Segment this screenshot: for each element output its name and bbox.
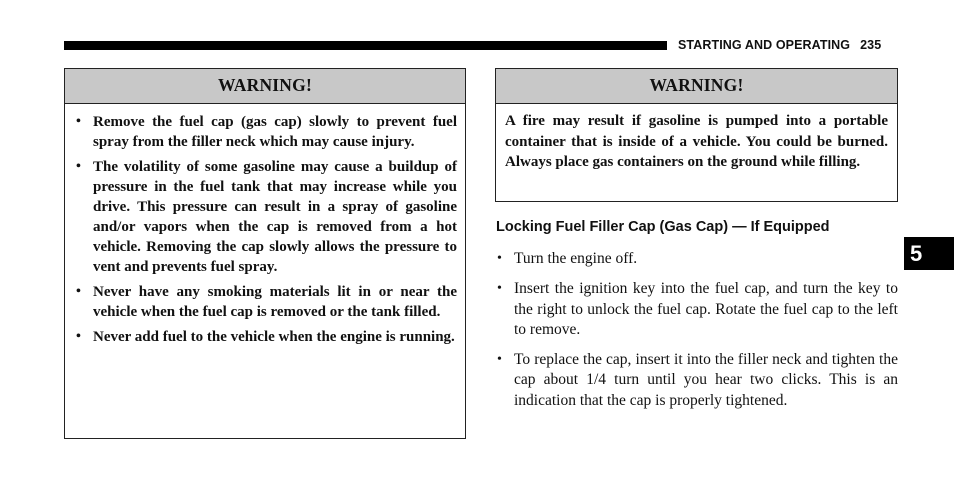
- warning-heading: WARNING!: [65, 69, 465, 104]
- warning-text: A fire may result if gasoline is pumped into a portable container that is inside of a vehicle. You could be burned. Always place gas containers on the ground while filling.: [505, 113, 888, 170]
- right-warning-box: [495, 68, 898, 202]
- warning-item: • Remove the fuel cap (gas cap) slowly to prevent fuel spray from the filler neck which may cause injury.: [75, 112, 457, 152]
- instruction-item: • Insert the ignition key into the fuel cap, and turn the key to the right to unlock the fuel cap. Rotate the fuel cap to the left to remove.: [496, 279, 898, 340]
- chapter-tab: 5: [904, 237, 954, 270]
- instruction-item: • Turn the engine off.: [496, 249, 898, 269]
- section-heading: Locking Fuel Filler Cap (Gas Cap) — If Equipped: [496, 219, 830, 235]
- warning-heading: WARNING!: [496, 69, 897, 104]
- header-section-title: STARTING AND OPERATING: [678, 38, 851, 52]
- left-warning-box: [64, 68, 466, 439]
- header-rule: [64, 41, 667, 50]
- warning-item: • Never add fuel to the vehicle when the engine is running.: [75, 327, 457, 347]
- warning-item: • Never have any smoking materials lit in or near the vehicle when the fuel cap is removed or the tank filled.: [75, 282, 457, 322]
- instruction-list: [496, 249, 898, 421]
- running-header: [678, 38, 881, 52]
- page-number: 235: [860, 38, 882, 52]
- warning-item: • The volatility of some gasoline may cause a buildup of pressure in the fuel tank that may increase while you drive. This pressure can result in a spray of gasoline and/or vapors when the cap is removed from a hot vehicle. Removing the cap slowly allows the pressure to vent and prevents fuel spray.: [75, 157, 457, 277]
- instruction-item: • To replace the cap, insert it into the filler neck and tighten the cap about 1/4 turn until you hear two clicks. This is an indication that the cap is properly tightened.: [496, 350, 898, 411]
- warning-list: [65, 104, 465, 347]
